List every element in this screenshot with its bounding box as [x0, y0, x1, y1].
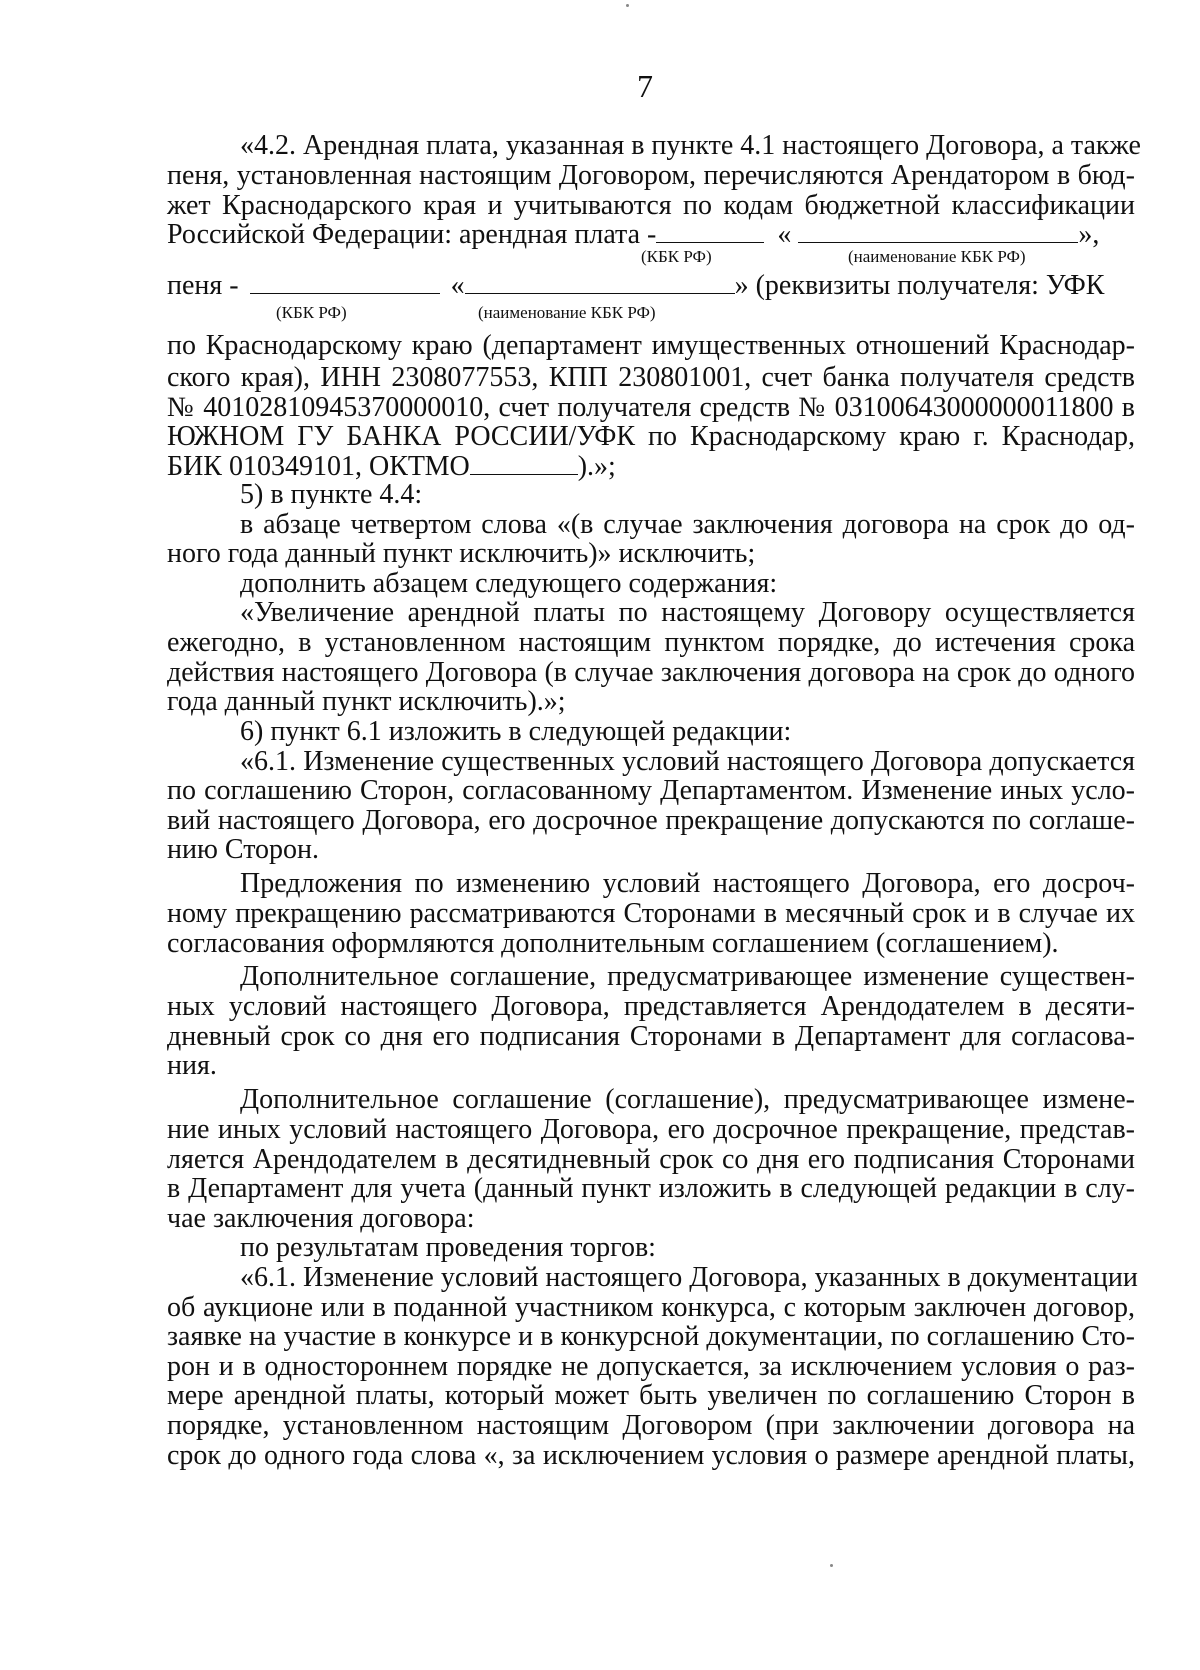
text-line: ского края), ИНН 2308077553, КПП 230801001, счет банка получателя средств — [167, 362, 1135, 393]
text-line: порядке, установленном настоящим Договором (при заключении договора на — [167, 1410, 1135, 1441]
text-line: срок до одного года слова «, за исключением условия о размере арендной платы, — [167, 1440, 1135, 1471]
text-line: в Департамент для учета (данный пункт изложить в следующей редакции в слу- — [167, 1173, 1135, 1204]
text-line: об аукционе или в поданной участником конкурса, с которым заключен договор, — [167, 1292, 1135, 1323]
text-fragment: пеня - — [167, 270, 239, 301]
text-line: «Увеличение арендной платы по настоящему Договору осуществляется — [240, 597, 1135, 628]
quote-close: », — [1078, 219, 1100, 250]
text-line: Дополнительное соглашение, предусматривающее изменение существен- — [240, 961, 1135, 992]
caption-kbk-name: (наименование КБК РФ) — [848, 247, 1026, 266]
text-line: ляется Арендодателем в десятидневный срок со дня его подписания Сторонами — [167, 1144, 1135, 1175]
caption-kbk: (КБК РФ) — [276, 303, 347, 322]
kbk-blank-2 — [250, 271, 440, 294]
text-line: согласования оформляются дополнительным соглашением (соглашением). — [167, 928, 1059, 959]
list-item: 6) пункт 6.1 изложить в следующей редакции: — [240, 716, 792, 747]
text-line: Дополнительное соглашение (соглашение), предусматривающее измене- — [240, 1084, 1135, 1115]
text-fragment: Российской Федерации: арендная плата - — [167, 219, 657, 250]
text-line: ных условий настоящего Договора, представляется Арендодателем в десяти- — [167, 991, 1135, 1022]
scan-speck — [626, 4, 629, 7]
text-fragment: ).»; — [577, 451, 616, 482]
text-line: «6.1. Изменение существенных условий настоящего Договора допускается — [240, 746, 1135, 777]
text-line: «6.1. Изменение условий настоящего Договора, указанных в документации — [240, 1262, 1138, 1293]
text-line: чае заключения договора: — [167, 1203, 475, 1234]
text-line: года данный пункт исключить).»; — [167, 686, 566, 717]
text-line: жет Краснодарского края и учитываются по кодам бюджетной классификации — [167, 190, 1135, 221]
quote-open: « — [777, 219, 792, 250]
text-line: № 40102810945370000010, счет получателя средств № 03100643000000011800 в — [167, 392, 1135, 423]
penalty-line — [167, 270, 1135, 302]
text-line: Предложения по изменению условий настоящего Договора, его досроч- — [240, 868, 1135, 899]
caption-kbk: (КБК РФ) — [641, 247, 712, 266]
list-item: 5) в пункте 4.4: — [240, 479, 423, 510]
text-fragment: » (реквизиты получателя: УФК — [734, 270, 1105, 301]
text-line: нию Сторон. — [167, 834, 320, 865]
text-line: ному прекращению рассматриваются Сторонами в месячный срок и в случае их — [167, 898, 1135, 929]
text-line: вий настоящего Договора, его досрочное прекращение допускаются по соглаше- — [167, 805, 1135, 836]
text-line: по результатам проведения торгов: — [240, 1232, 656, 1263]
text-line: по соглашению Сторон, согласованному Департаментом. Изменение иных усло- — [167, 775, 1135, 806]
text-line: в абзаце четвертом слова «(в случае заключения договора на срок до од- — [240, 509, 1135, 540]
kbk-name-blank-2 — [465, 271, 735, 294]
text-line: дневный срок со дня его подписания Сторонами в Департамент для согласова- — [167, 1021, 1135, 1052]
text-line: заявке на участие в конкурсе и в конкурсной документации, по соглашению Сто- — [167, 1321, 1135, 1352]
page-number: 7 — [637, 68, 653, 104]
text-line: ежегодно, в установленном настоящим пунктом порядке, до истечения срока — [167, 627, 1135, 658]
scan-speck — [830, 1564, 833, 1567]
caption-kbk-name: (наименование КБК РФ) — [478, 303, 656, 322]
text-line: «4.2. Арендная плата, указанная в пункте 4.1 настоящего Договора, а также — [240, 130, 1141, 161]
oktmo-blank — [470, 452, 578, 475]
text-line: мере арендной платы, который может быть увеличен по соглашению Сторон в — [167, 1380, 1135, 1411]
text-line: пеня, установленная настоящим Договором, перечисляются Арендатором в бюд- — [167, 160, 1135, 191]
text-line: ние иных условий настоящего Договора, его досрочное прекращение, представ- — [167, 1114, 1135, 1145]
text-fragment: БИК 010349101, ОКТМО — [167, 451, 470, 482]
text-line: дополнить абзацем следующего содержания: — [240, 568, 778, 599]
text-line: действия настоящего Договора (в случае заключения договора на срок до одного — [167, 657, 1135, 688]
text-line: ния. — [167, 1050, 217, 1081]
text-line: по Краснодарскому краю (департамент имущественных отношений Краснодар- — [167, 330, 1135, 361]
text-line: ЮЖНОМ ГУ БАНКА РОССИИ/УФК по Краснодарскому краю г. Краснодар, — [167, 421, 1135, 452]
text-line: ного года данный пункт исключить)» исключить; — [167, 538, 756, 569]
quote-open: « — [450, 270, 465, 301]
kbk-name-blank-1 — [798, 220, 1078, 243]
kbk-blank-1 — [656, 220, 764, 243]
text-line: рон и в одностороннем порядке не допускается, за исключением условия о раз- — [167, 1351, 1135, 1382]
